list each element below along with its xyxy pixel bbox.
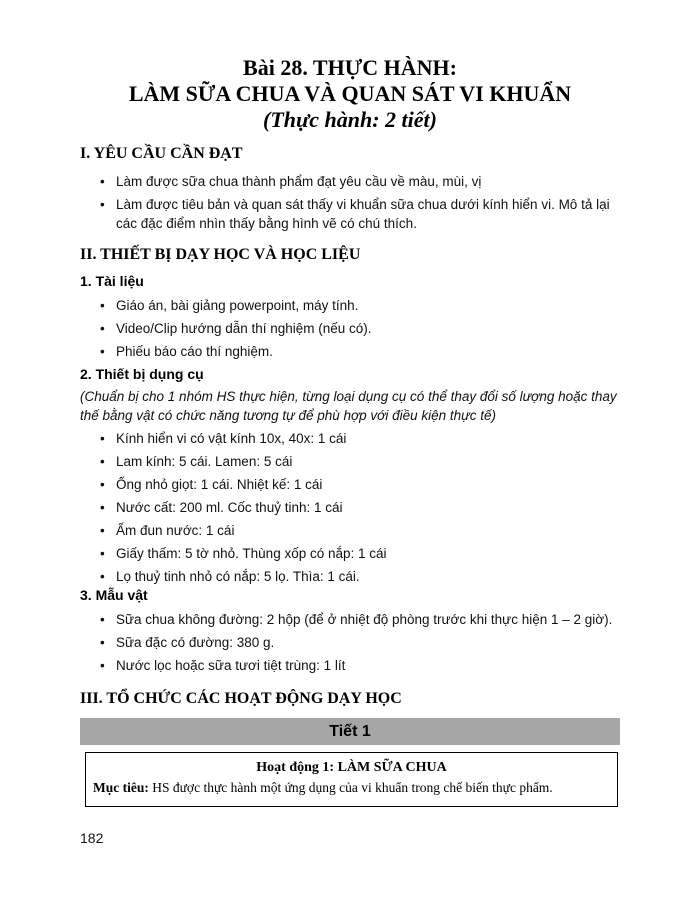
list-item: • Nước lọc hoặc sữa tươi tiệt trùng: 1 lít	[80, 656, 625, 675]
list-item: • Video/Clip hướng dẫn thí nghiệm (nếu có).	[80, 319, 625, 338]
list-item: • Làm được sữa chua thành phẩm đạt yêu cầu về màu, mùi, vị	[80, 172, 625, 191]
subsection-specimens-heading: 3. Mẫu vật	[80, 587, 148, 603]
activity-goal-text: HS được thực hành một ứng dụng của vi khuẩn trong chế biến thực phẩm.	[148, 780, 553, 795]
list-item: • Nước cất: 200 ml. Cốc thuỷ tinh: 1 cái	[80, 498, 625, 517]
activity-title: Hoạt động 1: LÀM SỮA CHUA	[256, 760, 447, 775]
list-item: • Giáo án, bài giảng powerpoint, máy tính.	[80, 296, 625, 315]
requirements-list	[80, 172, 625, 237]
section-requirements-heading: I. YÊU CẦU CẦN ĐẠT	[80, 145, 243, 162]
section-equipment-heading: II. THIẾT BỊ DẠY HỌC VÀ HỌC LIỆU	[80, 246, 361, 263]
subsection-materials-heading: 1. Tài liệu	[80, 273, 144, 289]
lesson-title	[0, 55, 700, 133]
tools-note: (Chuẩn bị cho 1 nhóm HS thực hiện, từng loại dụng cụ có thể thay đổi số lượng hoặc thay thế bằng vật có chức năng tương tự để phù hợp với điều kiện thực tế)	[80, 389, 617, 423]
list-item: • Lọ thuỷ tinh nhỏ có nắp: 5 lọ. Thìa: 1 cái.	[80, 567, 625, 586]
lesson-title-line2: LÀM SỮA CHUA VÀ QUAN SÁT VI KHUẨN	[128, 81, 572, 106]
list-item: • Sữa đặc có đường: 380 g.	[80, 633, 625, 652]
section-activities-heading: III. TỔ CHỨC CÁC HOẠT ĐỘNG DẠY HỌC	[80, 690, 402, 707]
activity-goal	[86, 780, 617, 796]
list-item: • Giấy thấm: 5 tờ nhỏ. Thùng xốp có nắp: 1 cái	[80, 544, 625, 563]
specimens-list	[80, 610, 625, 679]
subsection-tools-heading: 2. Thiết bị dụng cụ	[80, 366, 204, 382]
page-number: 182	[80, 830, 104, 846]
list-item: • Lam kính: 5 cái. Lamen: 5 cái	[80, 452, 625, 471]
activity-goal-label: Mục tiêu:	[93, 780, 149, 795]
materials-list	[80, 296, 625, 365]
lesson-period-banner: Tiết 1	[80, 718, 620, 745]
activity-box	[85, 752, 618, 807]
list-item: • Kính hiển vi có vật kính 10x, 40x: 1 cái	[80, 429, 625, 448]
lesson-duration: (Thực hành: 2 tiết)	[263, 107, 437, 132]
list-item: • Ống nhỏ giọt: 1 cái. Nhiệt kế: 1 cái	[80, 475, 625, 494]
list-item: • Làm được tiêu bản và quan sát thấy vi khuẩn sữa chua dưới kính hiển vi. Mô tả lại các đặc điểm nhìn thấy bằng hình vẽ có chú thích.	[80, 195, 625, 233]
list-item: • Ấm đun nước: 1 cái	[80, 521, 625, 540]
lesson-title-line1: Bài 28. THỰC HÀNH:	[243, 55, 457, 80]
list-item: • Phiếu báo cáo thí nghiệm.	[80, 342, 625, 361]
list-item: • Sữa chua không đường: 2 hộp (để ở nhiệt độ phòng trước khi thực hiện 1 – 2 giờ).	[80, 610, 625, 629]
tools-list	[80, 429, 625, 590]
